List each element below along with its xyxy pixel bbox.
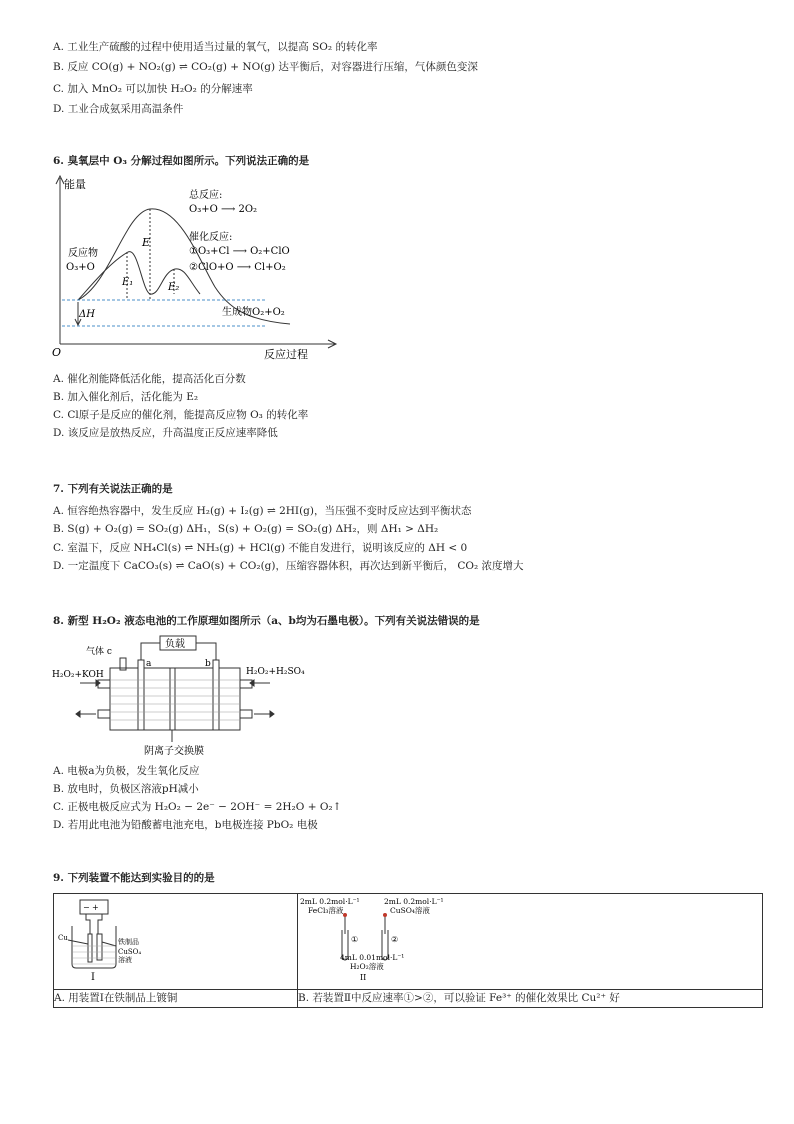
- q9-h2o2-sol: H₂O₂溶液: [350, 962, 384, 971]
- q9-iron-item: [97, 934, 102, 960]
- q8-electrode-a-label: a: [146, 659, 152, 669]
- q9-right-conc: 2mL 0.2mol·L⁻¹: [384, 897, 444, 906]
- q6-e2-label: E₂: [168, 282, 180, 293]
- q9-beaker-solution: [73, 946, 115, 964]
- q9-h2o2-conc: 4mL 0.01mol·L⁻¹: [340, 953, 405, 962]
- q9-left-conc: 2mL 0.2mol·L⁻¹: [300, 897, 360, 906]
- q6-reactant-formula: O₃+O: [66, 262, 95, 273]
- q5-option-d: D. 工业合成氨采用高温条件: [53, 103, 184, 115]
- q8-electrode-b-label: b: [205, 659, 211, 669]
- q5-option-c: C. 加入 MnO₂ 可以加快 H₂O₂ 的分解速率: [53, 83, 253, 95]
- q9-title: 9. 下列装置不能达到实验目的的是: [53, 872, 215, 884]
- q8-electrode-a: [138, 660, 144, 730]
- q7-option-c: C. 室温下，反应 NH₄Cl(s) ⇌ NH₃(g) + HCl(g) 不能自发进行，说明该反应的 ΔH < 0: [53, 542, 468, 554]
- q9-wire-neg: [86, 914, 90, 936]
- q6-option-b: B. 加入催化剂后，活化能为 E₂: [53, 391, 199, 403]
- q8-outlet-right: [240, 710, 252, 718]
- q9-beaker: [72, 926, 116, 968]
- q7-option-a: A. 恒容绝热容器中，发生反应 H₂(g) + I₂(g) ⇌ 2HI(g)，当压强不变时反应达到平衡状态: [53, 505, 472, 517]
- q6-e1-label: E₁: [122, 277, 134, 288]
- q9-right-sol: CuSO₄溶液: [390, 906, 430, 915]
- q8-option-b: B. 放电时，负极区溶液pH减小: [53, 783, 199, 795]
- q9-iron-label: 铁制品: [118, 938, 139, 946]
- q7-option-b: B. S(g) + O₂(g) = SO₂(g) ΔH₁，S(s) + O₂(g) = SO₂(g) ΔH₂，则 ΔH₁ > ΔH₂: [53, 523, 439, 535]
- q9-cell-apparatus-1: [54, 894, 298, 990]
- q9-drop-2: [383, 913, 387, 917]
- q8-option-a: A. 电极a为负极，发生氧化反应: [53, 765, 200, 777]
- q8-membrane: [170, 668, 175, 730]
- q9-wire-pos: [98, 914, 102, 936]
- q6-cat-label: 催化反应:: [189, 232, 233, 243]
- q6-y-label: 能量: [64, 178, 86, 191]
- q6-x-label: 反应过程: [264, 348, 308, 361]
- q6-option-d: D. 该反应是放热反应，升高温度正反应速率降低: [53, 427, 278, 439]
- q9-cu-label: Cu: [58, 934, 68, 942]
- q8-left-input: H₂O₂+KOH: [52, 670, 104, 680]
- q9-option-a: A. 用装置Ⅰ在铁制品上镀铜: [54, 990, 298, 1008]
- q9-option-b: B. 若装置Ⅱ中反应速率①>②，可以验证 Fe³⁺ 的催化效果比 Cu²⁺ 好: [298, 990, 763, 1008]
- q9-label-1: ①: [351, 935, 359, 944]
- q5-option-a: A. 工业生产硫酸的过程中使用适当过量的氧气，以提高 SO₂ 的转化率: [53, 41, 378, 53]
- q6-e-label: E: [142, 236, 151, 249]
- q9-roman-1: I: [91, 972, 95, 983]
- q8-electrode-b: [213, 660, 219, 730]
- q8-inlet-left: [98, 680, 110, 688]
- q8-gas-label: 气体 c: [86, 647, 112, 657]
- q8-membrane-label: 阴离子交换膜: [144, 746, 204, 757]
- q8-right-input: H₂O₂+H₂SO₄: [246, 667, 305, 677]
- q6-total-label: 总反应:: [189, 190, 223, 201]
- q6-title: 6. 臭氧层中 O₃ 分解过程如图所示。下列说法正确的是: [53, 155, 310, 167]
- q6-dh-label: ΔH: [79, 309, 95, 320]
- q6-origin: O: [52, 346, 62, 359]
- q8-option-c: C. 正极电极反应式为 H₂O₂ − 2e⁻ − 2OH⁻ = 2H₂O + O₂↑: [53, 801, 342, 813]
- q5-option-b: B. 反应 CO(g) + NO₂(g) ⇌ CO₂(g) + NO(g) 达平衡后，对容器进行压缩，气体颜色变深: [53, 61, 478, 73]
- q9-plus: +: [92, 903, 99, 912]
- q6-cat-eq1: ①O₃+Cl ⟶ O₂+ClO: [189, 246, 290, 257]
- q6-total-eq: O₃+O ⟶ 2O₂: [189, 204, 258, 215]
- q6-reactant-label: 反应物: [68, 248, 98, 259]
- q9-roman-2: II: [360, 973, 367, 982]
- q9-drop-1: [343, 913, 347, 917]
- q6-product-label: 生成物O₂+O₂: [222, 307, 285, 318]
- q8-option-d: D. 若用此电池为铅酸蓄电池充电，b电极连接 PbO₂ 电极: [53, 819, 318, 831]
- q6-energy-diagram: [50, 172, 350, 364]
- q8-inlet-right: [240, 680, 252, 688]
- q6-option-c: C. Cl原子是反应的催化剂，能提高反应物 O₃ 的转化率: [53, 409, 309, 421]
- q9-sol2-label: 溶液: [118, 956, 132, 964]
- q6-cat-eq2: ②ClO+O ⟶ Cl+O₂: [189, 262, 286, 273]
- q9-label-2: ②: [391, 935, 399, 944]
- q8-outlet-left: [98, 710, 110, 718]
- q7-title: 7. 下列有关说法正确的是: [53, 483, 173, 495]
- q9-cell-apparatus-2: [298, 894, 763, 990]
- q9-table: [53, 893, 763, 1008]
- q9-sol-label: CuSO₄: [118, 948, 142, 956]
- q9-minus: −: [83, 903, 90, 912]
- q6-option-a: A. 催化剂能降低活化能，提高活化百分数: [53, 373, 246, 385]
- q7-option-d: D. 一定温度下 CaCO₃(s) ⇌ CaO(s) + CO₂(g)，压缩容器体积，再次达到新平衡后， CO₂ 浓度增大: [53, 560, 524, 572]
- q8-cell-diagram: [50, 632, 310, 760]
- q8-title: 8. 新型 H₂O₂ 液态电池的工作原理如图所示（a、b均为石墨电极）。下列有关说法错误的是: [53, 615, 480, 627]
- q8-load-label: 负载: [165, 639, 185, 650]
- q9-left-sol: FeCl₃溶液: [308, 906, 344, 915]
- q9-apparatus-2: [298, 894, 498, 986]
- q9-apparatus-1: [54, 894, 174, 986]
